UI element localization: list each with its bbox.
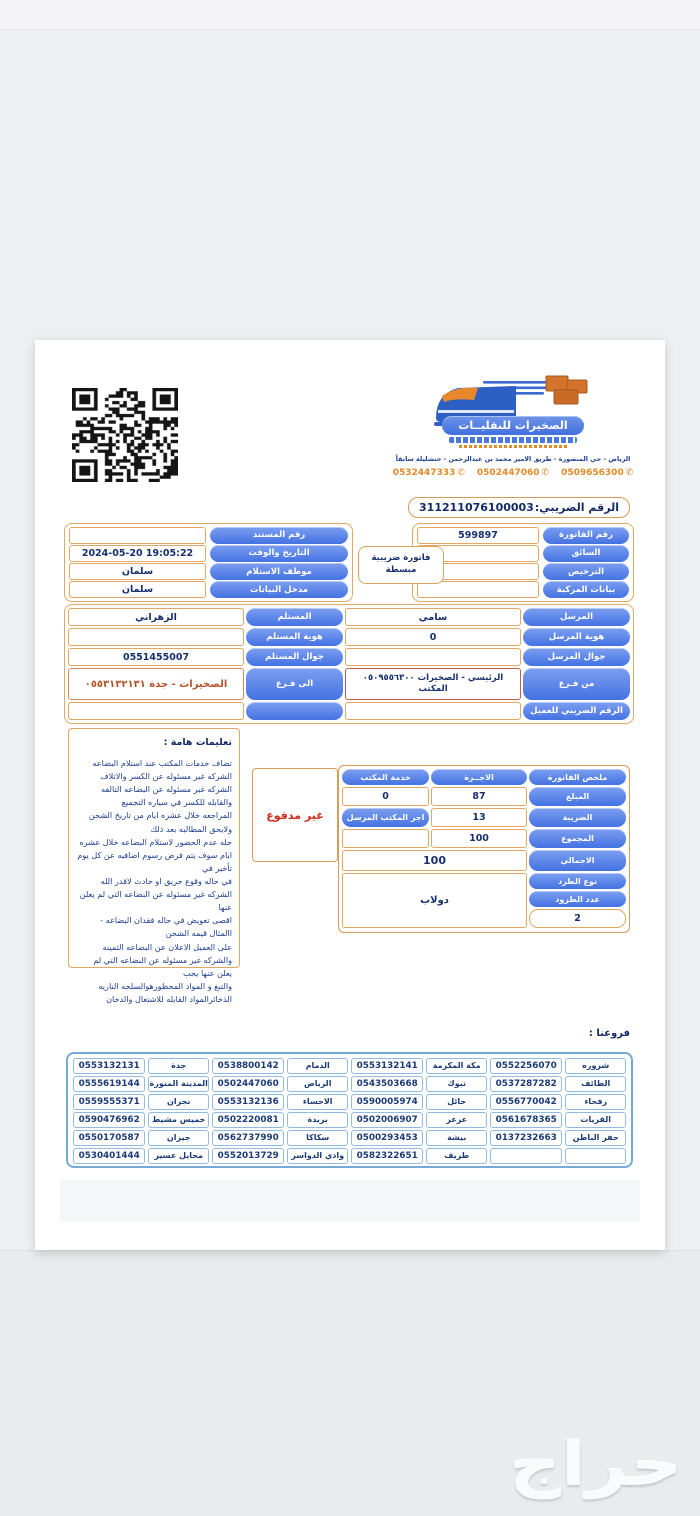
meta-label: الترخيص <box>543 563 629 580</box>
branch-cell: جيزان <box>148 1130 209 1146</box>
branch-cell: الاحساء <box>287 1094 348 1110</box>
banner-stripes <box>449 437 577 443</box>
sender-field-label: الرقم الضريبي للعميل <box>523 702 630 720</box>
branch-cell: خميس مشيط <box>148 1112 209 1128</box>
recipient-field-value <box>68 702 244 720</box>
recipient-field-label <box>246 702 343 720</box>
branch-cell: طريف <box>426 1148 487 1164</box>
meta-value: سلمان <box>69 581 206 598</box>
meta-row <box>417 545 629 562</box>
branch-cell: 0561678365 <box>490 1112 562 1128</box>
meta-row <box>69 581 348 598</box>
invoice-meta-right-panel <box>412 523 634 602</box>
phone-icon: ✆ <box>457 468 465 478</box>
instruction-line: في حاله وقوع حريق او حادث لاقدر الله الشركه غير مسئوله عن البضاعه التي لم يعلن عنها <box>79 875 232 913</box>
party-row <box>68 648 630 666</box>
grand-total-label: الاجمالي <box>529 850 626 871</box>
branch-cell: 0556770042 <box>490 1094 562 1110</box>
branch-cell <box>565 1148 626 1164</box>
branch-cell: 0590476962 <box>73 1112 145 1128</box>
branch-cell: 0502006907 <box>351 1112 423 1128</box>
scan-artifact-band <box>60 1180 640 1222</box>
branch-cell: شروره <box>565 1058 626 1074</box>
meta-label: رقم الفاتورة <box>543 527 629 544</box>
amount-label: المبلغ <box>529 787 626 806</box>
payment-status-box: غير مدفوع <box>252 768 338 862</box>
branch-cell: 0537287282 <box>490 1076 562 1092</box>
branch-cell: 0582322651 <box>351 1148 423 1164</box>
company-phones <box>393 468 634 478</box>
instruction-line: المراجعه خلال عشره ايام من تاريخ الشحن ولايحق المطالبه بعد ذلك <box>88 810 232 834</box>
branch-cell <box>490 1148 562 1164</box>
haraj-watermark: حراج <box>508 1430 682 1500</box>
branch-cell: 0559555371 <box>73 1094 145 1110</box>
branch-cell: 0530401444 <box>73 1148 145 1164</box>
tax-number-label: الرقم الضريبي: <box>534 501 619 514</box>
sender-field-value <box>345 702 521 720</box>
branch-cell: 0553132136 <box>212 1094 284 1110</box>
branch-cell: 0543503668 <box>351 1076 423 1092</box>
sender-field-value <box>345 648 521 666</box>
branch-cell: حائل <box>426 1094 487 1110</box>
branch-cell: 0552256070 <box>490 1058 562 1074</box>
branch-cell: 0562737990 <box>212 1130 284 1146</box>
phone-entry <box>393 468 465 478</box>
instruction-line: الشركه غير مسئوله عن الكسر والاتلاف <box>100 771 232 782</box>
instruction-line: تضاف خدمات المكتب عند استلام البضاعه <box>92 758 232 768</box>
office-service-column-header: خدمة المكتب <box>342 769 429 785</box>
branches-table <box>66 1052 633 1168</box>
branch-cell: محايل عسير <box>148 1148 209 1164</box>
branch-cell: حفر الباطن <box>565 1130 626 1146</box>
recipient-field-label: المستلم <box>246 608 343 626</box>
branch-cell: 0550170587 <box>73 1130 145 1146</box>
meta-label: التاريخ والوقت <box>210 545 348 562</box>
recipient-field-label: الى فـرع <box>246 668 343 699</box>
company-name: الصخيرات للنقليــات <box>442 416 583 435</box>
phone-number: 0509656300 <box>561 468 624 478</box>
branch-cell: سكاكا <box>287 1130 348 1146</box>
branch-cell: 0552013729 <box>212 1148 284 1164</box>
branch-cell: 0590005974 <box>351 1094 423 1110</box>
branch-cell: 0500293453 <box>351 1130 423 1146</box>
important-instructions-box <box>68 728 240 1004</box>
meta-row <box>417 581 629 598</box>
branch-cell: بيشة <box>426 1130 487 1146</box>
meta-row <box>69 545 348 562</box>
recipient-field-label: هوية المستلم <box>246 628 343 646</box>
total-label: المجموع <box>529 829 626 848</box>
meta-label: موظف الاستلام <box>210 563 348 580</box>
branch-cell: القريات <box>565 1112 626 1128</box>
meta-row <box>417 563 629 580</box>
tax-number-box <box>408 497 630 518</box>
branch-cell: 0502220081 <box>212 1112 284 1128</box>
branch-cell: الدمام <box>287 1058 348 1074</box>
recipient-field-value: الزهراني <box>68 608 244 626</box>
branch-cell: 0553132131 <box>73 1058 145 1074</box>
meta-row <box>69 527 348 544</box>
recipient-field-value: الصخيرات - جدة ٠٥٥٣١٣٢١٣١ <box>68 668 244 699</box>
tax-fare-value: 13 <box>431 808 527 827</box>
meta-label: مدخل البيانات <box>210 581 348 598</box>
meta-value: 2024-05-20 19:05:22 <box>69 545 206 562</box>
phone-entry <box>477 468 549 478</box>
branch-cell: الطائف <box>565 1076 626 1092</box>
phone-entry <box>561 468 633 478</box>
branch-cell: 0538800142 <box>212 1058 284 1074</box>
branch-cell: 0502447060 <box>212 1076 284 1092</box>
simplified-tax-invoice-badge: فاتورة ضريبية مبسطة <box>358 546 444 584</box>
summary-title: ملخص الفانورة <box>529 769 626 785</box>
banner-dashes <box>459 445 567 448</box>
phone-icon: ✆ <box>541 468 550 478</box>
sender-field-value: سامي <box>345 608 521 626</box>
invoice-document <box>35 340 665 1250</box>
meta-row <box>69 563 348 580</box>
meta-value: 599897 <box>417 527 539 544</box>
sender-field-label: هوية المرسل <box>523 628 630 646</box>
branch-cell: مكة المكرمة <box>426 1058 487 1074</box>
total-fare-value: 100 <box>431 829 527 848</box>
amount-office-value: 0 <box>342 787 429 806</box>
meta-label: السائق <box>543 545 629 562</box>
sender-field-value: الرئيسي - الصخيرات ٠٥٠٩٥٥٦٣٠٠ المكتب <box>345 668 521 699</box>
party-row <box>68 668 630 699</box>
sender-field-value: 0 <box>345 628 521 646</box>
branch-cell: وادي الدواسر <box>287 1148 348 1164</box>
party-row <box>68 702 630 720</box>
qr-code <box>72 388 178 482</box>
meta-value: سلمان <box>69 563 206 580</box>
recipient-field-value <box>68 628 244 646</box>
party-row <box>68 608 630 626</box>
branch-cell: عرعر <box>426 1112 487 1128</box>
branch-cell: الرياض <box>287 1076 348 1092</box>
branch-cell: المدينة المنورة <box>148 1076 209 1092</box>
phone-number: 0502447060 <box>476 468 540 478</box>
sender-recipient-panel <box>64 604 634 724</box>
package-type-value: دولاب <box>342 873 527 928</box>
party-row <box>68 628 630 646</box>
recipient-field-value: 0551455007 <box>68 648 244 666</box>
package-count-label: عدد الطرود <box>529 891 626 907</box>
company-address: الرياض - حي المنصورة - طريق الامير محمد بن عبدالرحمن - خنشليلة سابقاً <box>395 455 631 463</box>
package-type-label: نوع الطرد <box>529 873 626 889</box>
sending-office-fee-button: اجر المكتب المرسل <box>342 808 429 827</box>
instruction-line: على العميل الاعلان عن البضاعه الثمينه والشركه غير مسئوله عن البضاعه التي لم يعلن عنها يجب <box>93 941 232 978</box>
phone-icon: ✆ <box>625 468 634 478</box>
amount-fare-value: 87 <box>431 787 527 806</box>
meta-row <box>417 527 629 544</box>
branch-cell: رفحاء <box>565 1094 626 1110</box>
sender-field-label: من فـرع <box>523 668 630 699</box>
meta-value <box>69 527 206 544</box>
branch-cell: 0555619144 <box>73 1076 145 1092</box>
instruction-line: والتبغ و المواد المحظورهوالسلحه الناريه الذخائرالمواد القابله للاشتعال والدخان <box>98 980 232 1004</box>
branch-cell: 0553132141 <box>351 1058 423 1074</box>
instruction-line: حله عدم الحضور لاستلام البضاعه خلال عشره ايام سوف يتم فرض رسوم اضافيه عن كل يوم تأخير في <box>77 836 232 873</box>
meta-label: بيانات المركبة <box>543 581 629 598</box>
meta-label: رقم المستند <box>210 527 348 544</box>
fare-column-header: الاجــرة <box>431 769 527 785</box>
instructions-title: تعليمات هامة : <box>163 737 232 748</box>
sender-field-label: جوال المرسل <box>523 648 630 666</box>
package-count-value: 2 <box>529 909 626 928</box>
company-brand <box>394 374 632 478</box>
branch-cell: جدة <box>148 1058 209 1074</box>
top-gray-band <box>0 0 700 30</box>
branch-cell: بريدة <box>287 1112 348 1128</box>
branches-title: فروعنا : <box>588 1028 630 1039</box>
instruction-line: اقصى تعويض في حاله فقدان البضاعه - االمثال قيمه الشحن <box>100 915 232 939</box>
invoice-meta-left-panel <box>64 523 353 602</box>
invoice-summary-panel <box>338 765 630 933</box>
total-office-value <box>342 829 429 848</box>
branch-cell: 0137232663 <box>490 1130 562 1146</box>
instruction-line: الشركه غير مسئوله عن البضاعه التالفه والقابله للكسر في سياره التجميع <box>101 784 232 808</box>
branch-cell: تبوك <box>426 1076 487 1092</box>
grand-total-value: 100 <box>342 850 527 871</box>
branch-cell: نجران <box>148 1094 209 1110</box>
tax-label: الضريبة <box>529 808 626 827</box>
recipient-field-label: جوال المستلم <box>246 648 343 666</box>
sender-field-label: المرسل <box>523 608 630 626</box>
phone-number: 0532447333 <box>392 468 456 478</box>
tax-number-value: 311211076100003 <box>419 501 534 514</box>
